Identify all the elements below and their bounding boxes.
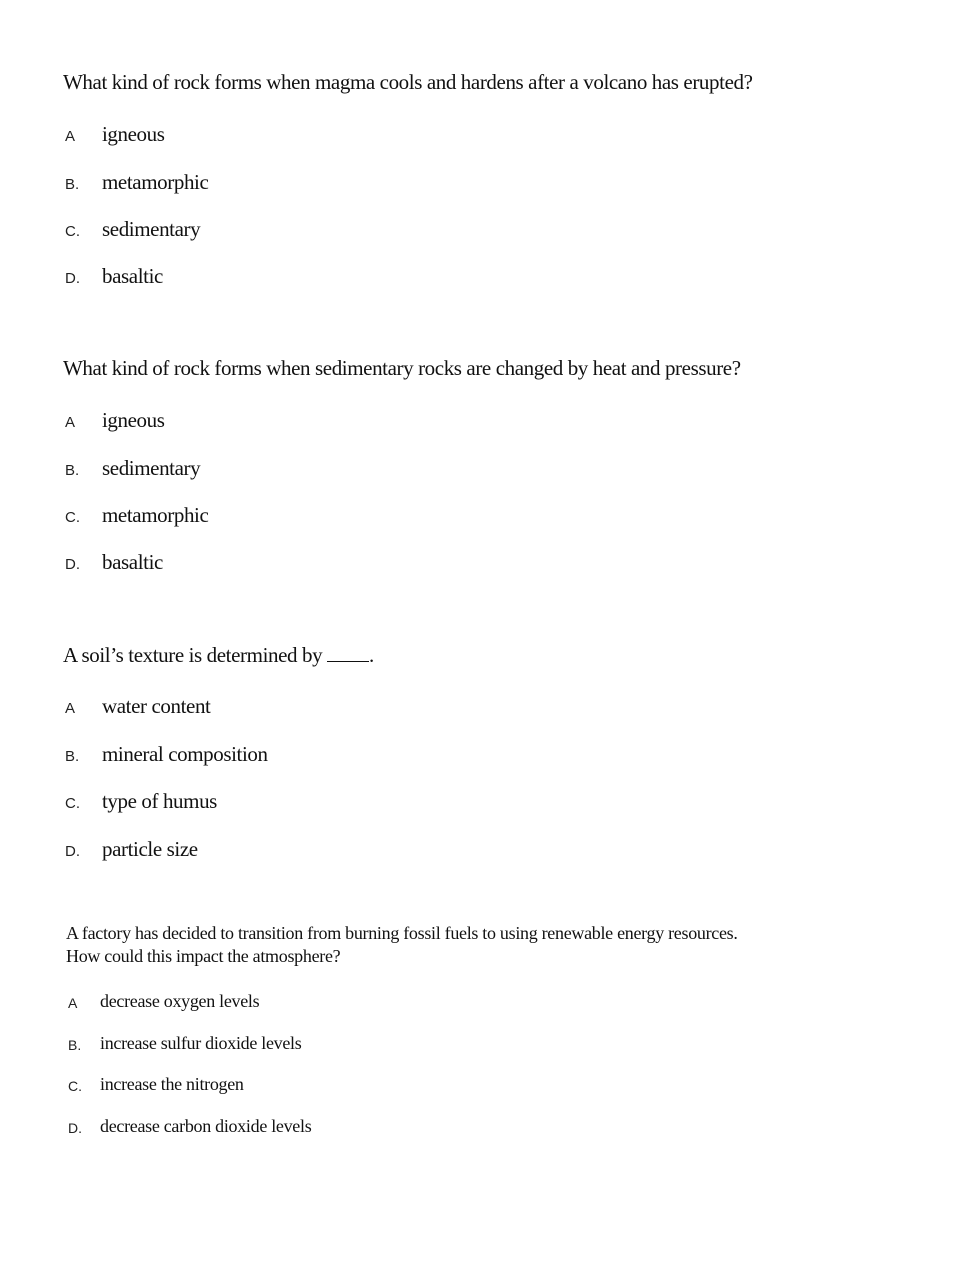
question-1-choice-b[interactable] (0, 170, 600, 200)
question-3-choice-a[interactable] (0, 694, 600, 724)
choice-text: water content (102, 694, 211, 718)
choice-letter: C. (68, 1078, 82, 1094)
question-4-text (66, 922, 826, 968)
choice-letter: D. (65, 270, 80, 287)
question-4-choice-d[interactable] (0, 1116, 600, 1146)
choice-letter: C. (65, 509, 80, 526)
choice-text: sedimentary (102, 456, 201, 480)
question-2-choice-c[interactable] (0, 503, 600, 533)
choice-text: igneous (102, 122, 165, 146)
choice-text: metamorphic (102, 170, 209, 194)
question-3-text-before: A soil’s texture is determined by (63, 643, 323, 667)
question-4-choice-b[interactable] (0, 1033, 600, 1063)
choice-letter: D. (68, 1120, 82, 1136)
question-2-text: What kind of rock forms when sedimentary rocks are changed by heat and pressure? (63, 356, 741, 380)
question-3-choice-d[interactable] (0, 837, 600, 867)
choice-letter: A (68, 995, 78, 1011)
question-4-text-line1: A factory has decided to transition from burning fossil fuels to using renewable energy resources. (66, 923, 738, 943)
choice-letter: B. (68, 1037, 82, 1053)
choice-letter: D. (65, 843, 80, 860)
choice-text: igneous (102, 408, 165, 432)
choice-letter: A (65, 128, 76, 145)
choice-text: decrease carbon dioxide levels (100, 1116, 312, 1136)
choice-text: decrease oxygen levels (100, 991, 260, 1011)
question-2-choice-a[interactable] (0, 408, 600, 438)
question-1-choice-d[interactable] (0, 264, 600, 294)
choice-letter: B. (65, 176, 80, 193)
choice-text: basaltic (102, 550, 163, 574)
question-4-choice-c[interactable] (0, 1074, 600, 1104)
choice-text: particle size (102, 837, 198, 861)
choice-text: type of humus (102, 789, 217, 813)
choice-text: basaltic (102, 264, 163, 288)
question-4-choice-a[interactable] (0, 991, 600, 1021)
question-1-text: What kind of rock forms when magma cools and hardens after a volcano has erupted? (63, 70, 753, 94)
choice-text: increase the nitrogen (100, 1074, 244, 1094)
choice-letter: A (65, 414, 76, 431)
question-1-choice-c[interactable] (0, 217, 600, 247)
question-2-choice-b[interactable] (0, 456, 600, 486)
question-3-choice-b[interactable] (0, 742, 600, 772)
choice-letter: A (65, 700, 76, 717)
question-3-text (63, 643, 374, 668)
choice-letter: C. (65, 795, 80, 812)
question-4-text-line2: How could this impact the atmosphere? (66, 946, 341, 966)
choice-letter: D. (65, 556, 80, 573)
choice-letter: B. (65, 462, 80, 479)
question-2-choice-d[interactable] (0, 550, 600, 580)
question-1-choice-a[interactable] (0, 122, 600, 152)
question-3-choice-c[interactable] (0, 789, 600, 819)
answer-blank (327, 645, 369, 662)
choice-letter: B. (65, 748, 80, 765)
choice-text: mineral composition (102, 742, 268, 766)
choice-letter: C. (65, 223, 80, 240)
question-3-text-after: . (369, 643, 374, 667)
choice-text: sedimentary (102, 217, 201, 241)
choice-text: increase sulfur dioxide levels (100, 1033, 302, 1053)
choice-text: metamorphic (102, 503, 209, 527)
